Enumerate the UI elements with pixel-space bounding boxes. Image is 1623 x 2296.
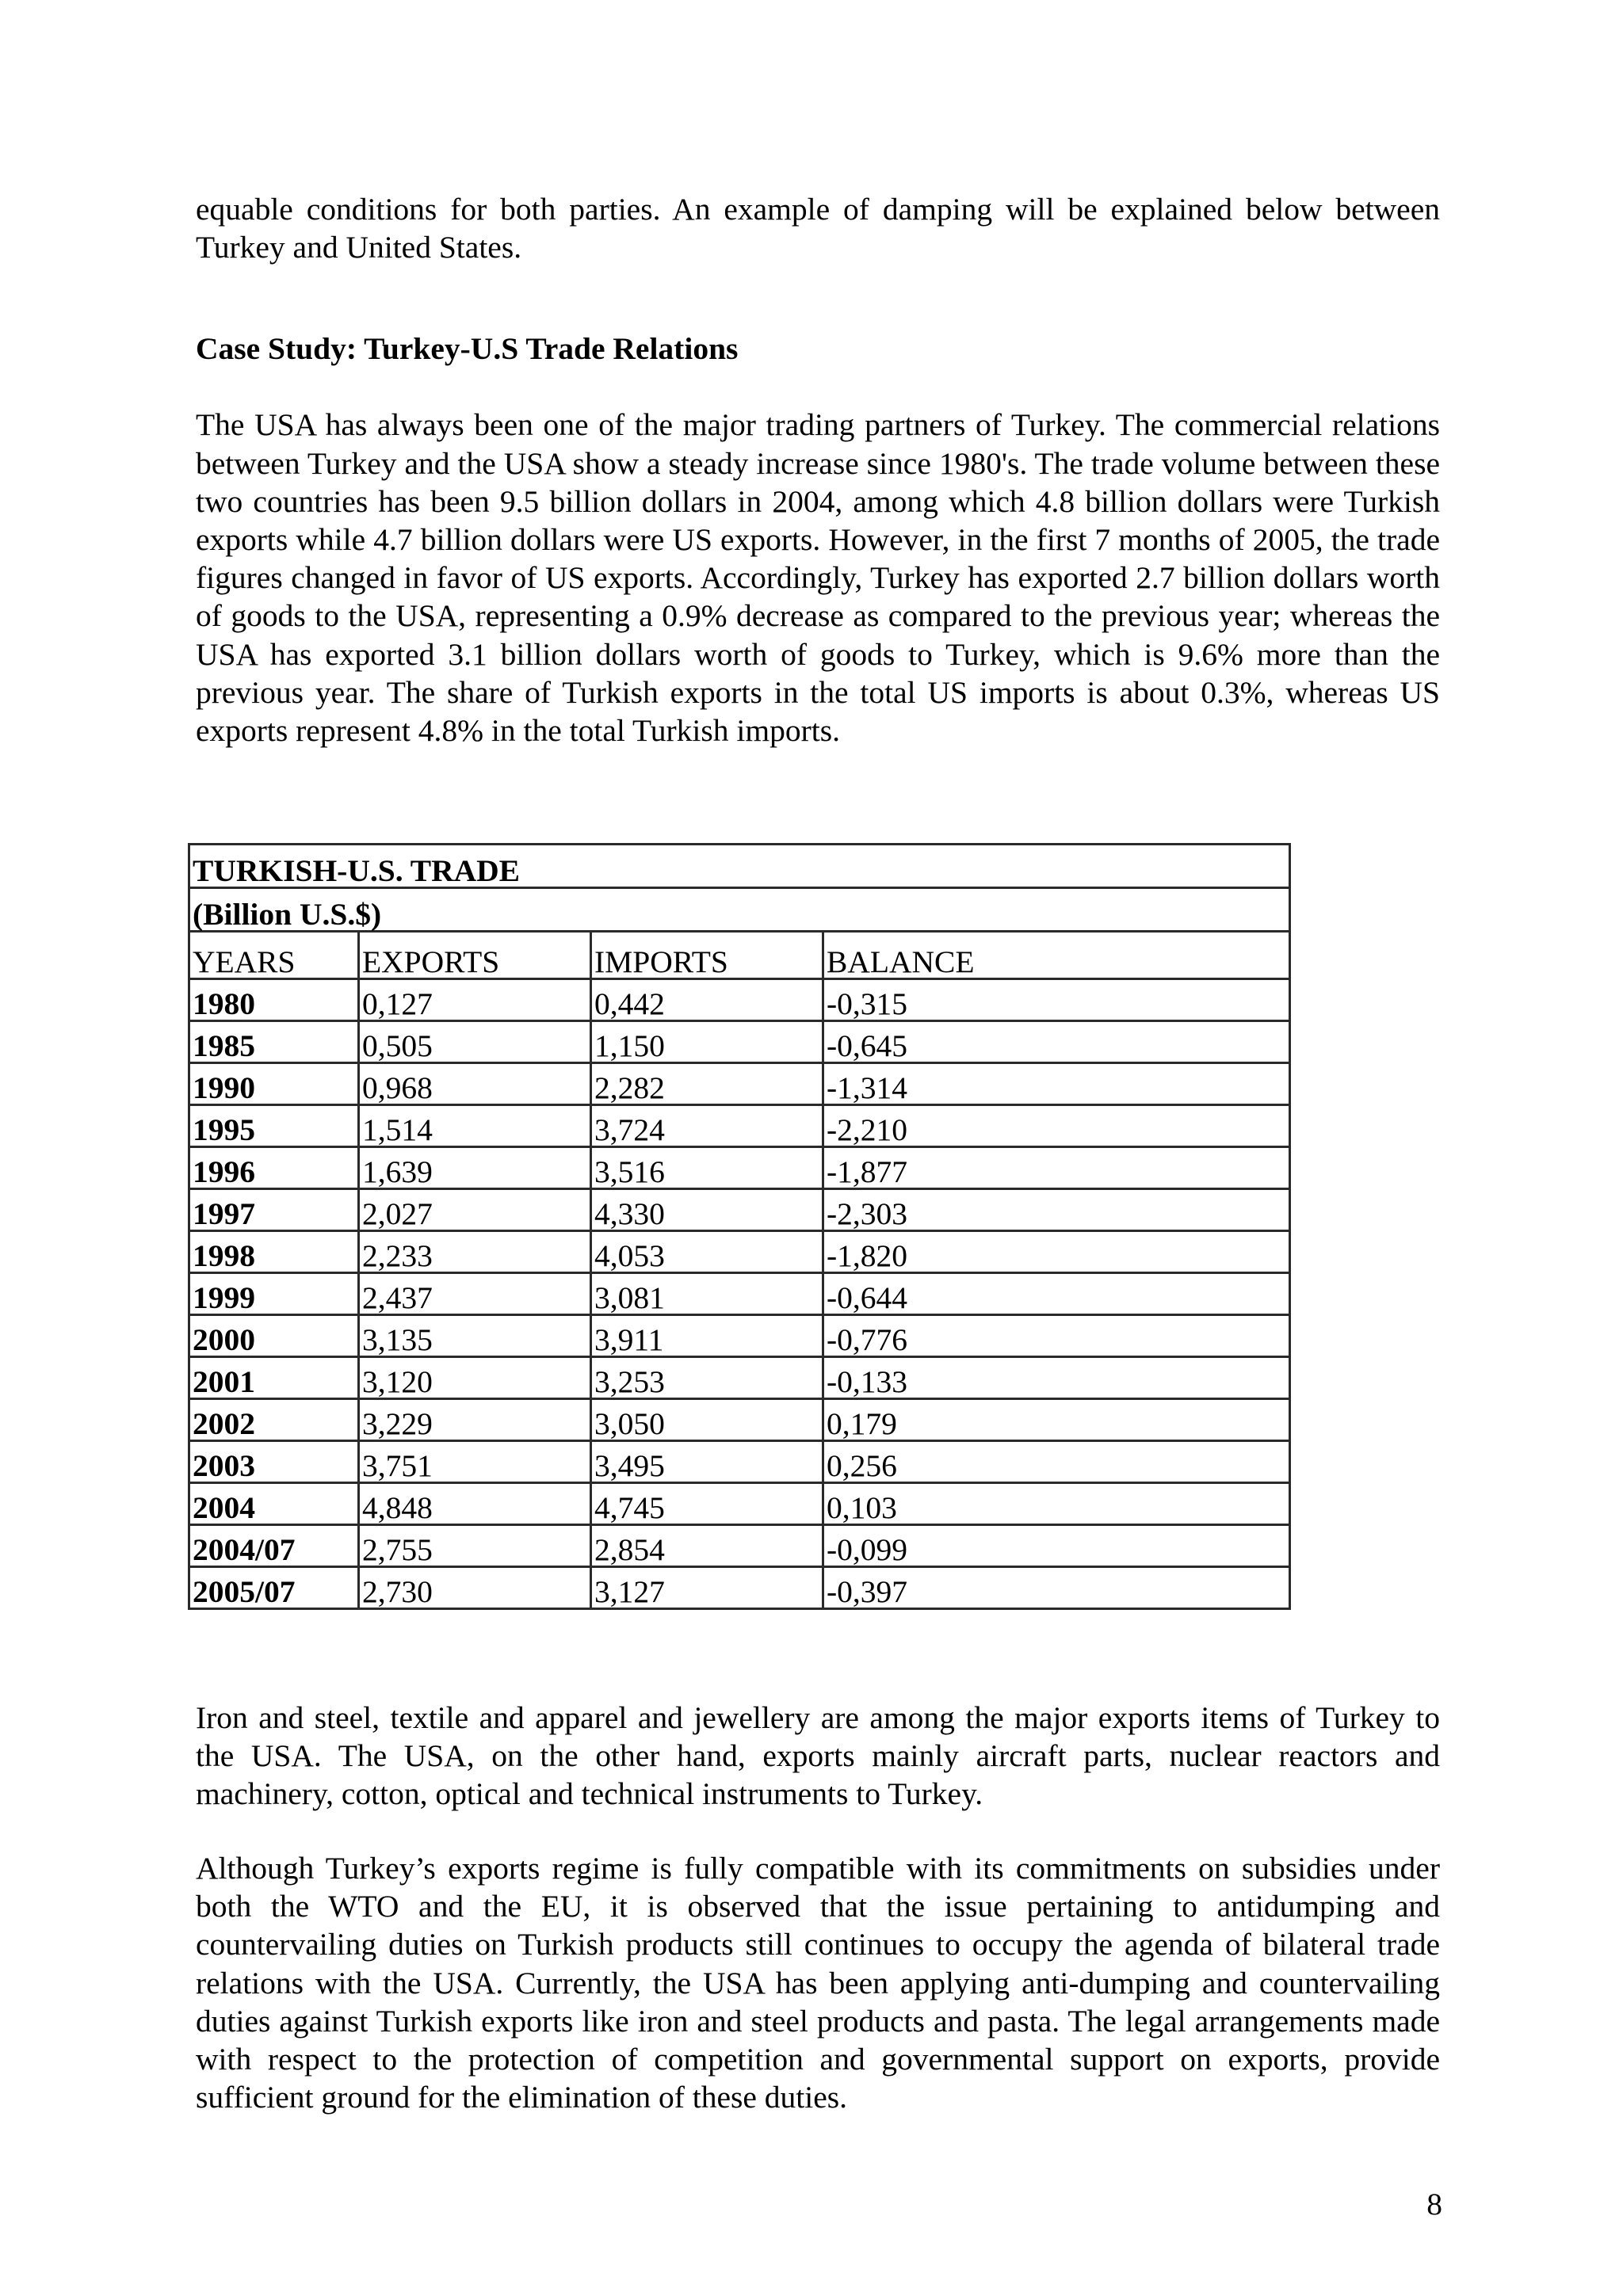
cell-balance: -0,644 — [823, 1273, 1290, 1315]
section-heading: Case Study: Turkey-U.S Trade Relations — [196, 331, 739, 367]
table-row — [189, 1525, 1290, 1567]
cell-exports: 3,120 — [359, 1357, 591, 1399]
cell-exports: 0,505 — [359, 1021, 591, 1063]
table-row — [189, 1021, 1290, 1063]
cell-balance: 0,256 — [823, 1441, 1290, 1483]
table-row — [189, 1063, 1290, 1105]
table-row — [189, 1483, 1290, 1525]
cell-imports: 3,081 — [591, 1273, 823, 1315]
table-row — [189, 1105, 1290, 1147]
cell-year: 1990 — [189, 1063, 359, 1105]
cell-balance: -0,099 — [823, 1525, 1290, 1567]
cell-imports: 2,282 — [591, 1063, 823, 1105]
cell-year: 2000 — [189, 1315, 359, 1357]
cell-year: 1997 — [189, 1189, 359, 1231]
table-row — [189, 1399, 1290, 1441]
table-row — [189, 1231, 1290, 1273]
header-balance: BALANCE — [823, 932, 1290, 979]
cell-balance: 0,103 — [823, 1483, 1290, 1525]
cell-exports: 0,968 — [359, 1063, 591, 1105]
cell-exports: 2,437 — [359, 1273, 591, 1315]
cell-year: 1998 — [189, 1231, 359, 1273]
cell-balance: -2,303 — [823, 1189, 1290, 1231]
cell-year: 2004 — [189, 1483, 359, 1525]
table-unit-row — [189, 888, 1290, 932]
cell-exports: 3,751 — [359, 1441, 591, 1483]
page-number: 8 — [1426, 2187, 1442, 2222]
cell-imports: 1,150 — [591, 1021, 823, 1063]
cell-imports: 3,495 — [591, 1441, 823, 1483]
table-row — [189, 1357, 1290, 1399]
table-row — [189, 979, 1290, 1021]
antidumping-paragraph: Although Turkey’s exports regime is fully compatible with its commitments on subsidies under both the WTO and the EU, it is observed that the issue pertaining to antidumping and countervailing duties on Turkish products still continues to occupy the agenda of bilateral trade relations with the USA. Currently, the USA has been applying anti-dumping and countervailing duties against Turkish exports like iron and steel products and pasta. The legal arrangements made with respect to the protection of competition and governmental support on exports, provide sufficient ground for the elimination of these duties. — [196, 1851, 1440, 2115]
cell-year: 2001 — [189, 1357, 359, 1399]
cell-balance: -0,133 — [823, 1357, 1290, 1399]
cell-imports: 4,053 — [591, 1231, 823, 1273]
header-exports: EXPORTS — [359, 932, 591, 979]
exports-items-paragraph: Iron and steel, textile and apparel and jewellery are among the major exports items of Turkey to the USA. The USA, on the other hand, exports mainly aircraft parts, nuclear reactors and machinery, cotton, optical and technical instruments to Turkey. — [196, 1700, 1440, 1812]
cell-exports: 2,027 — [359, 1189, 591, 1231]
cell-exports: 1,639 — [359, 1147, 591, 1189]
cell-imports: 3,253 — [591, 1357, 823, 1399]
table-row — [189, 1315, 1290, 1357]
table-title: TURKISH-U.S. TRADE — [189, 845, 1290, 888]
trade-table — [188, 843, 1291, 1610]
cell-balance: -2,210 — [823, 1105, 1290, 1147]
cell-year: 1999 — [189, 1273, 359, 1315]
table-header-row — [189, 932, 1290, 979]
table-row — [189, 1273, 1290, 1315]
cell-year: 2004/07 — [189, 1525, 359, 1567]
table-row — [189, 1441, 1290, 1483]
cell-imports: 3,127 — [591, 1567, 823, 1609]
header-years: YEARS — [189, 932, 359, 979]
cell-year: 2002 — [189, 1399, 359, 1441]
cell-exports: 3,135 — [359, 1315, 591, 1357]
cell-imports: 3,911 — [591, 1315, 823, 1357]
table-unit: (Billion U.S.$) — [189, 888, 1290, 932]
cell-exports: 2,730 — [359, 1567, 591, 1609]
cell-imports: 4,330 — [591, 1189, 823, 1231]
cell-balance: -0,397 — [823, 1567, 1290, 1609]
intro-paragraph: The USA has always been one of the major trading partners of Turkey. The commercial relations between Turkey and the USA show a steady increase since 1980's. The trade volume between these two countries has been 9.5 billion dollars in 2004, among which 4.8 billion dollars were Turkish exports while 4.7 billion dollars were US exports. However, in the first 7 months of 2005, the trade figures changed in favor of US exports. Accordingly, Turkey has exported 2.7 billion dollars worth of goods to the USA, representing a 0.9% decrease as compared to the previous year; whereas the USA has exported 3.1 billion dollars worth of goods to Turkey, which is 9.6% more than the previous year. The share of Turkish exports in the total US imports is about 0.3%, whereas US exports represent 4.8% in the total Turkish imports. — [196, 407, 1440, 749]
cell-imports: 3,724 — [591, 1105, 823, 1147]
cell-imports: 3,050 — [591, 1399, 823, 1441]
cell-exports: 2,233 — [359, 1231, 591, 1273]
cell-imports: 2,854 — [591, 1525, 823, 1567]
cell-balance: -0,645 — [823, 1021, 1290, 1063]
cell-imports: 3,516 — [591, 1147, 823, 1189]
cell-year: 2005/07 — [189, 1567, 359, 1609]
cell-exports: 4,848 — [359, 1483, 591, 1525]
cell-year: 1980 — [189, 979, 359, 1021]
cell-year: 1995 — [189, 1105, 359, 1147]
table-row — [189, 1147, 1290, 1189]
cell-year: 1985 — [189, 1021, 359, 1063]
cell-balance: -0,315 — [823, 979, 1290, 1021]
cell-exports: 2,755 — [359, 1525, 591, 1567]
header-imports: IMPORTS — [591, 932, 823, 979]
cell-year: 1996 — [189, 1147, 359, 1189]
cell-balance: -1,314 — [823, 1063, 1290, 1105]
table-row — [189, 1189, 1290, 1231]
table-title-row — [189, 845, 1290, 888]
cell-balance: -0,776 — [823, 1315, 1290, 1357]
table-row — [189, 1567, 1290, 1609]
cell-imports: 4,745 — [591, 1483, 823, 1525]
cell-year: 2003 — [189, 1441, 359, 1483]
cell-balance: 0,179 — [823, 1399, 1290, 1441]
cell-imports: 0,442 — [591, 979, 823, 1021]
cell-balance: -1,820 — [823, 1231, 1290, 1273]
cell-exports: 3,229 — [359, 1399, 591, 1441]
cell-exports: 0,127 — [359, 979, 591, 1021]
continuation-paragraph: equable conditions for both parties. An example of damping will be explained below between Turkey and United States. — [196, 192, 1440, 265]
document-page — [196, 190, 1440, 749]
cell-exports: 1,514 — [359, 1105, 591, 1147]
cell-balance: -1,877 — [823, 1147, 1290, 1189]
